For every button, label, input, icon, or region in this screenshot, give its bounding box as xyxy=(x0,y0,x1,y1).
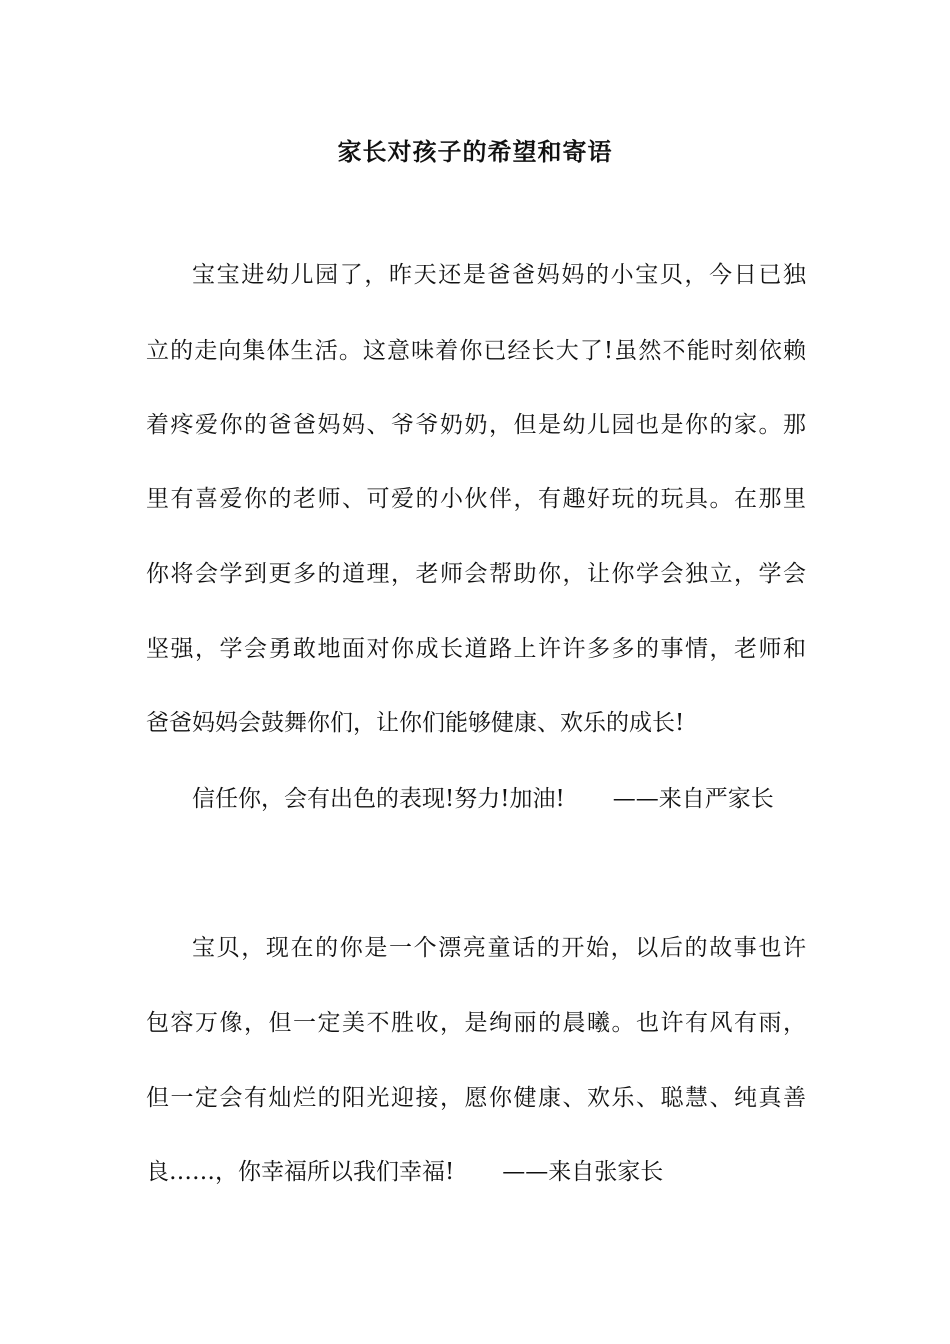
letter-2-signature: ——来自张家长 xyxy=(502,1159,664,1185)
letter-1-line: 你将会学到更多的道理，老师会帮助你，让你学会独立，学会 xyxy=(146,561,806,587)
letter-1-line: 宝宝进幼儿园了，昨天还是爸爸妈妈的小宝贝，今日已独 xyxy=(192,262,806,288)
letter-1-closing: 信任你，会有出色的表现!努力!加油! xyxy=(192,786,565,812)
letter-1-line: 爸爸妈妈会鼓舞你们，让你们能够健康、欢乐的成长! xyxy=(146,710,685,736)
letter-1-line: 着疼爱你的爸爸妈妈、爷爷奶奶，但是幼儿园也是你的家。那 xyxy=(146,412,806,438)
letter-1-line: 里有喜爱你的老师、可爱的小伙伴，有趣好玩的玩具。在那里 xyxy=(146,486,806,512)
document-title: 家长对孩子的希望和寄语 xyxy=(337,137,613,166)
letter-1-closing-line xyxy=(192,782,774,816)
letter-2-line: 但一定会有灿烂的阳光迎接，愿你健康、欢乐、聪慧、纯真善 xyxy=(146,1085,806,1111)
letter-2-closing: 良……，你幸福所以我们幸福! xyxy=(146,1159,455,1185)
letter-1-line: 立的走向集体生活。这意味着你已经长大了!虽然不能时刻依赖 xyxy=(146,338,806,364)
letter-2-line: 包容万像，但一定美不胜收，是绚丽的晨曦。也许有风有雨， xyxy=(146,1010,806,1036)
letter-1-signature: ——来自严家长 xyxy=(612,786,774,812)
letter-1-line: 坚强，学会勇敢地面对你成长道路上许许多多的事情，老师和 xyxy=(146,636,806,662)
letter-2-closing-line xyxy=(146,1155,663,1189)
letter-2-line: 宝贝，现在的你是一个漂亮童话的开始，以后的故事也许 xyxy=(192,935,806,961)
